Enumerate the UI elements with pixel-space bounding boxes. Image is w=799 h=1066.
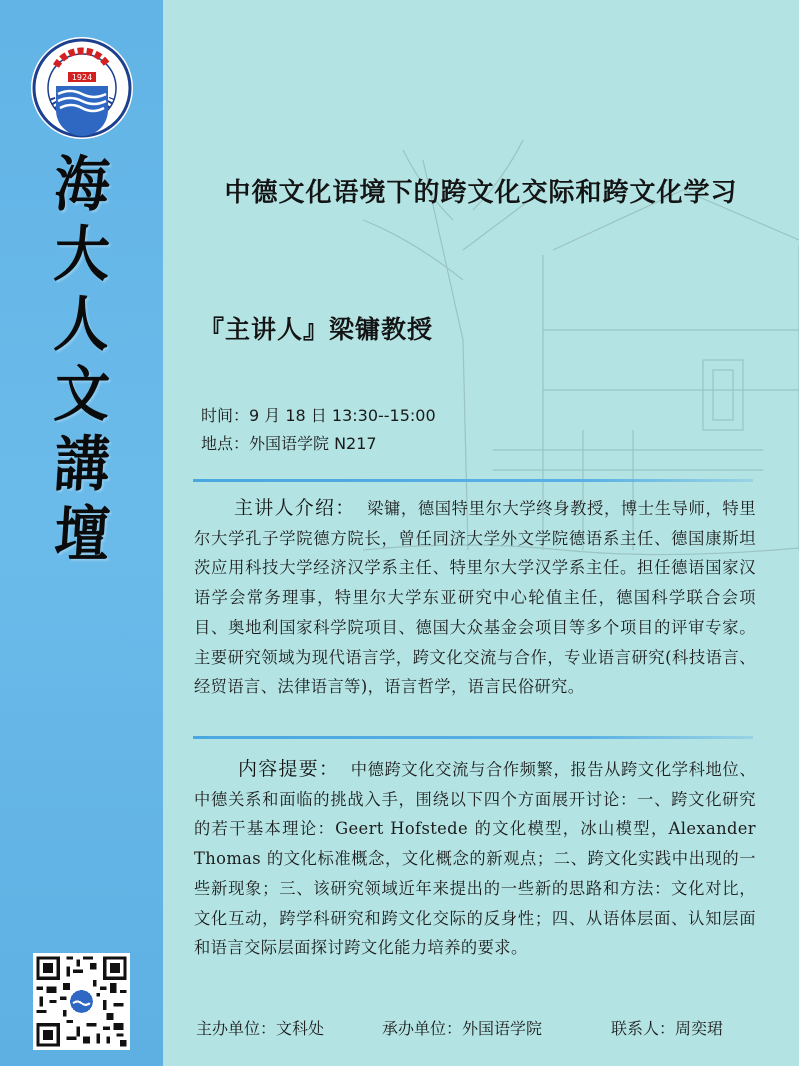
vertical-title-char: 人 — [52, 290, 112, 360]
footer — [196, 1016, 756, 1039]
vertical-title-char: 文 — [52, 360, 112, 430]
content-summary — [194, 755, 756, 963]
speaker-name: 『主讲人』梁镛教授 — [199, 315, 434, 344]
svg-text:1924: 1924 — [71, 73, 93, 82]
divider — [193, 736, 753, 739]
content-summary-text: 中德跨文化交流与合作频繁，报告从跨文化学科地位、中德关系和面临的挑战入手，围绕以下四个方面展开讨论：一、跨文化研究的若干基本理论：Geert Hofstede 的文化模型，冰山模型，Alexander Thomas 的文化标准概念，文化概念的新观点；二、跨文化实践中出现的一些新现象；三、该研究领域近年来提出的一些新的思路和方法：文化对比，文化互动，跨学科研究和跨文化交际的反身性；四、从语体层面、认知层面和语言交际层面探讨跨文化能力培养的要求。 — [194, 760, 756, 958]
lecture-place: 地点：外国语学院 N217 — [201, 434, 377, 453]
lecture-time: 时间：9 月 18 日 13:30--15:00 — [201, 406, 436, 425]
content-summary-heading: 内容提要： — [238, 758, 340, 780]
divider — [193, 479, 753, 482]
speaker-intro-text: 梁镛，德国特里尔大学终身教授，博士生导师，特里尔大学孔子学院德方院长，曾任同济大学外文学院德语系主任、德国康斯坦茨应用科技大学经济汉学系主任、特里尔大学汉学系主任。担任德语国家汉语学会常务理事，特里尔大学东亚研究中心轮值主任，德国科学联合会项目、奥地利国家科学院项目、德国大众基金会项目等多个项目的评审专家。主要研究领域为现代语言学，跨文化交流与合作，专业语言研究(科技语言、经贸语言、法律语言等)，语言哲学，语言民俗研究。 — [194, 499, 756, 697]
host-department: 承办单位：外国语学院 — [382, 1019, 543, 1038]
vertical-title-char: 壇 — [52, 500, 112, 570]
vertical-title — [30, 150, 134, 570]
speaker-intro — [194, 494, 756, 702]
university-logo — [30, 36, 134, 140]
organizer: 主办单位：文科处 — [196, 1019, 325, 1038]
lecture-title: 中德文化语境下的跨文化交际和跨文化学习 — [224, 178, 738, 208]
qr-code[interactable] — [33, 953, 130, 1050]
vertical-title-char: 海 — [52, 150, 112, 220]
speaker-intro-heading: 主讲人介绍： — [234, 497, 356, 519]
vertical-title-char: 大 — [52, 220, 112, 290]
contact-person: 联系人：周奕珺 — [611, 1019, 724, 1038]
vertical-title-char: 講 — [52, 430, 112, 500]
